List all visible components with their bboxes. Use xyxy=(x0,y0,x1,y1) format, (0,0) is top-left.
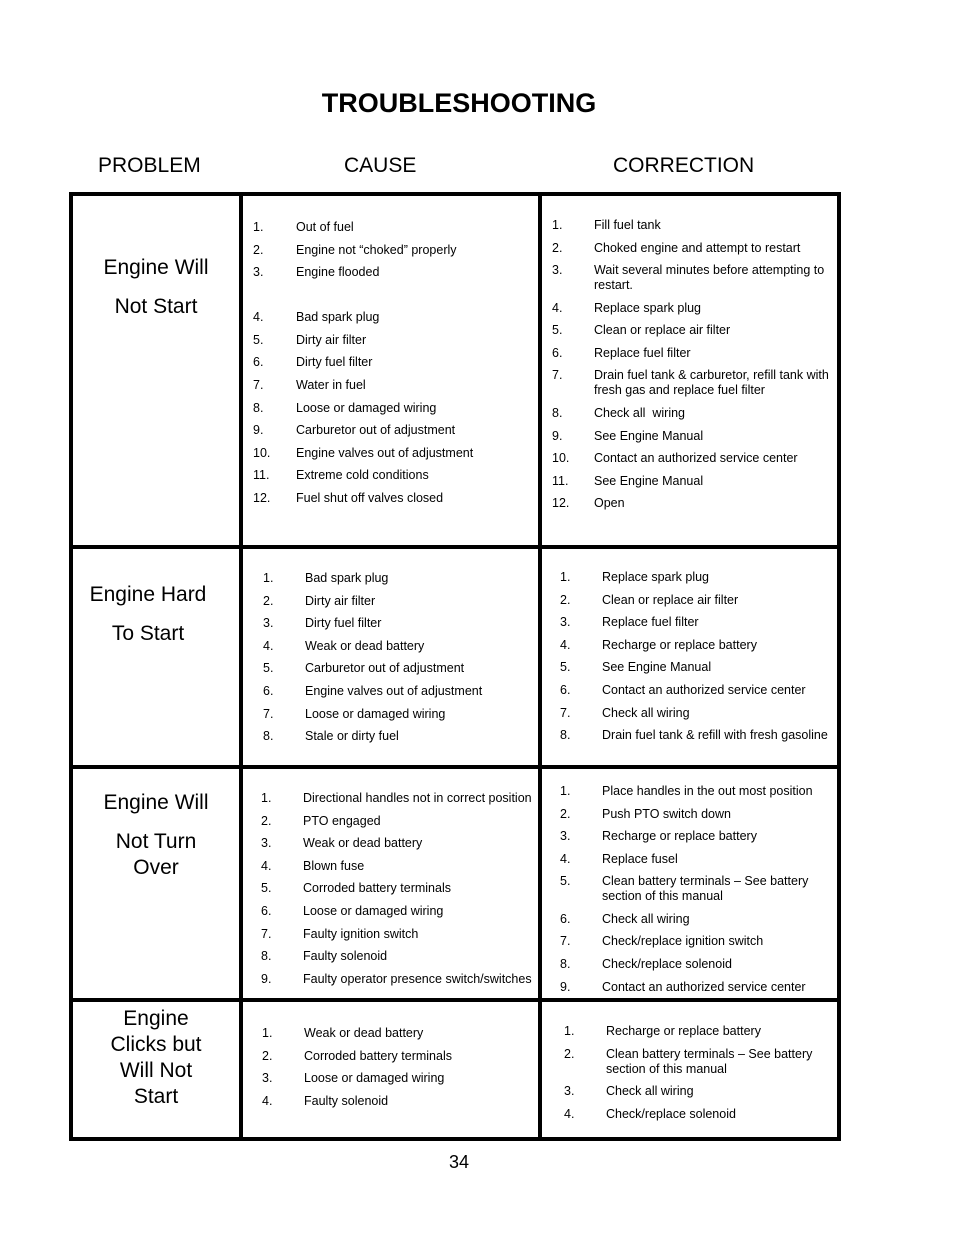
item-text: Corroded battery terminals xyxy=(304,1048,452,1063)
item-number: 5. xyxy=(560,660,571,675)
item-number: 5. xyxy=(263,661,274,676)
correction-list xyxy=(552,218,837,519)
list-item xyxy=(560,615,840,638)
problem-text: Not Turn xyxy=(115,830,197,853)
item-number: 1. xyxy=(560,784,571,798)
problem-text: Engine xyxy=(123,1007,189,1030)
item-number: 2. xyxy=(262,1048,273,1063)
item-number: 1. xyxy=(253,220,264,234)
item-number: 6. xyxy=(552,345,563,360)
item-number: 4. xyxy=(263,638,274,653)
problem-text: Not Start xyxy=(114,295,198,318)
item-text: Clean or replace air filter xyxy=(594,323,731,338)
page-title: TROUBLESHOOTING xyxy=(321,88,597,118)
list-item xyxy=(253,468,533,491)
item-number: 4. xyxy=(560,637,571,652)
item-text: Faulty solenoid xyxy=(304,1093,389,1108)
item-text: Choked engine and attempt to restart xyxy=(594,240,801,255)
item-text: Check all wiring xyxy=(602,911,690,926)
list-item xyxy=(261,881,537,904)
item-number: 2. xyxy=(564,1046,575,1061)
row-divider xyxy=(73,765,837,769)
item-text: Place handles in the out most position xyxy=(602,784,813,798)
item-number: 5. xyxy=(560,874,571,889)
list-item xyxy=(560,852,840,875)
list-item xyxy=(552,263,837,301)
problem-cell xyxy=(73,1006,239,1110)
list-item xyxy=(262,1049,532,1072)
item-number: 2. xyxy=(253,242,264,257)
list-item xyxy=(552,474,837,497)
list-item xyxy=(262,1071,532,1094)
list-item xyxy=(560,784,840,807)
item-text: Recharge or replace battery xyxy=(602,829,757,844)
cause-list xyxy=(253,220,533,514)
item-text: Dirty fuel filter xyxy=(305,616,382,631)
list-item xyxy=(261,904,537,927)
problem-cell xyxy=(73,248,239,326)
item-number: 7. xyxy=(560,705,571,720)
list-item xyxy=(560,957,840,980)
list-item xyxy=(560,934,840,957)
list-item xyxy=(261,859,537,882)
item-text: Dirty air filter xyxy=(296,332,367,347)
item-number: 9. xyxy=(253,423,264,438)
item-text: Loose or damaged wiring xyxy=(304,1071,445,1086)
column-divider xyxy=(239,196,243,1137)
item-number: 5. xyxy=(552,323,563,338)
item-number: 4. xyxy=(552,300,563,315)
item-number: 10. xyxy=(552,451,570,466)
item-text: Directional handles not in correct position xyxy=(303,791,532,805)
problem-cell xyxy=(73,575,223,653)
item-text: Contact an authorized service center xyxy=(602,682,806,697)
list-item xyxy=(560,706,840,729)
list-item xyxy=(263,616,533,639)
list-item xyxy=(560,912,840,935)
item-number: 4. xyxy=(564,1106,575,1121)
problem-text: Over xyxy=(133,856,179,879)
item-number: 7. xyxy=(560,934,571,949)
item-text: Drain fuel tank & refill with fresh gasoline xyxy=(602,728,828,743)
item-text: Replace fuel filter xyxy=(594,345,691,360)
item-text: Clean or replace air filter xyxy=(602,592,739,607)
item-number: 2. xyxy=(552,240,563,255)
item-text: See Engine Manual xyxy=(594,428,704,443)
item-number: 7. xyxy=(263,706,274,721)
cause-list xyxy=(261,791,537,994)
item-text: Stale or dirty fuel xyxy=(305,729,399,744)
item-number: 3. xyxy=(552,263,563,278)
item-number: 5. xyxy=(253,332,264,347)
item-text: Bad spark plug xyxy=(296,310,380,325)
item-text: Loose or damaged wiring xyxy=(305,706,446,721)
item-text: Engine valves out of adjustment xyxy=(305,683,483,698)
item-number: 1. xyxy=(261,791,272,805)
item-text: Blown fuse xyxy=(303,858,365,873)
list-item xyxy=(261,927,537,950)
cause-list xyxy=(262,1026,532,1116)
item-text: Bad spark plug xyxy=(305,571,389,585)
header-correction: CORRECTION xyxy=(613,154,755,177)
item-number: 7. xyxy=(261,926,272,941)
item-number: 8. xyxy=(560,957,571,972)
header-problem: PROBLEM xyxy=(98,154,201,177)
page-number: 34 xyxy=(448,1152,470,1172)
list-item xyxy=(263,594,533,617)
item-number: 7. xyxy=(253,377,264,392)
item-number: 3. xyxy=(263,616,274,631)
item-number: 6. xyxy=(263,683,274,698)
item-number: 3. xyxy=(253,265,264,280)
list-item xyxy=(552,429,837,452)
problem-text: Start xyxy=(133,1085,179,1108)
item-text: Wait several minutes before attempting to restart. xyxy=(594,263,825,293)
item-text: Replace spark plug xyxy=(602,570,710,584)
item-number: 8. xyxy=(552,405,563,420)
list-item xyxy=(262,1094,532,1117)
item-text: Check all wiring xyxy=(594,405,686,420)
item-number: 1. xyxy=(560,570,571,584)
item-text: Engine valves out of adjustment xyxy=(296,445,474,460)
list-item xyxy=(253,265,533,310)
troubleshooting-table xyxy=(69,192,841,1141)
list-item xyxy=(552,301,837,324)
list-item xyxy=(552,346,837,369)
item-number: 9. xyxy=(552,428,563,443)
item-number: 8. xyxy=(261,949,272,964)
list-item xyxy=(560,638,840,661)
list-item xyxy=(253,446,533,469)
item-text: Weak or dead battery xyxy=(303,836,423,851)
list-item xyxy=(263,707,533,730)
item-number: 4. xyxy=(560,851,571,866)
item-text: Loose or damaged wiring xyxy=(303,903,444,918)
item-text: Loose or damaged wiring xyxy=(296,400,437,415)
list-item xyxy=(253,401,533,424)
item-text: PTO engaged xyxy=(303,813,381,828)
item-text: Contact an authorized service center xyxy=(594,451,798,466)
item-number: 1. xyxy=(263,571,274,585)
list-item xyxy=(253,378,533,401)
item-number: 8. xyxy=(560,728,571,743)
list-item xyxy=(552,368,837,406)
item-text: Fuel shut off valves closed xyxy=(296,490,444,505)
correction-list xyxy=(560,784,840,1002)
item-text: Open xyxy=(594,496,625,511)
list-item xyxy=(564,1047,840,1085)
item-text: Dirty air filter xyxy=(305,593,376,608)
correction-list xyxy=(564,1024,840,1129)
list-item xyxy=(560,807,840,830)
item-number: 6. xyxy=(560,682,571,697)
list-item xyxy=(564,1024,840,1047)
item-text: See Engine Manual xyxy=(594,473,704,488)
item-text: Carburetor out of adjustment xyxy=(296,423,456,438)
item-number: 4. xyxy=(262,1093,273,1108)
list-item xyxy=(253,333,533,356)
item-text: Recharge or replace battery xyxy=(606,1024,761,1038)
list-item xyxy=(564,1107,840,1130)
list-item xyxy=(552,496,837,519)
column-divider xyxy=(538,196,542,1137)
item-text: Fill fuel tank xyxy=(594,218,661,232)
row-divider xyxy=(73,545,837,549)
item-text: Check/replace solenoid xyxy=(602,957,732,972)
item-number: 6. xyxy=(261,903,272,918)
list-item xyxy=(560,570,840,593)
list-item xyxy=(560,683,840,706)
list-item xyxy=(560,874,840,912)
item-number: 3. xyxy=(261,836,272,851)
item-text: Carburetor out of adjustment xyxy=(305,661,465,676)
item-text: Check all wiring xyxy=(602,705,690,720)
item-text: Check all wiring xyxy=(606,1084,694,1099)
problem-text: Will Not xyxy=(119,1059,193,1082)
item-text: Weak or dead battery xyxy=(304,1026,424,1040)
item-text: Drain fuel tank & carburetor, refill tank with fresh gas and replace fuel filter xyxy=(594,368,829,398)
list-item xyxy=(253,243,533,266)
item-number: 2. xyxy=(261,813,272,828)
item-text: Water in fuel xyxy=(296,377,366,392)
item-text: Recharge or replace battery xyxy=(602,637,757,652)
problem-cell xyxy=(73,790,239,881)
item-number: 1. xyxy=(262,1026,273,1040)
list-item xyxy=(263,684,533,707)
problem-text: Engine Will xyxy=(103,256,209,279)
item-number: 9. xyxy=(560,979,571,994)
item-text: Weak or dead battery xyxy=(305,638,425,653)
item-number: 11. xyxy=(552,473,569,488)
list-item xyxy=(552,406,837,429)
list-item xyxy=(261,814,537,837)
item-text: Replace spark plug xyxy=(594,300,702,315)
problem-text: To Start xyxy=(111,622,185,645)
item-text: Engine flooded xyxy=(296,265,380,280)
item-text: Push PTO switch down xyxy=(602,806,731,821)
list-item xyxy=(263,571,533,594)
list-item xyxy=(261,836,537,859)
cause-list xyxy=(263,571,533,752)
item-number: 2. xyxy=(560,806,571,821)
item-text: Replace fusel xyxy=(602,851,678,866)
list-item xyxy=(560,728,840,751)
item-text: Engine not “choked” properly xyxy=(296,242,457,257)
problem-text: Clicks but xyxy=(110,1033,202,1056)
list-item xyxy=(261,791,537,814)
item-text: Check/replace ignition switch xyxy=(602,934,764,949)
list-item xyxy=(253,355,533,378)
item-text: Replace fuel filter xyxy=(602,615,699,630)
item-number: 2. xyxy=(560,592,571,607)
item-text: Faulty solenoid xyxy=(303,949,388,964)
list-item xyxy=(253,310,533,333)
item-number: 3. xyxy=(560,615,571,630)
list-item xyxy=(253,423,533,446)
item-text: Check/replace solenoid xyxy=(606,1106,736,1121)
item-text: See Engine Manual xyxy=(602,660,712,675)
item-text: Corroded battery terminals xyxy=(303,881,451,896)
item-number: 8. xyxy=(263,729,274,744)
problem-text: Engine Hard xyxy=(89,583,207,606)
item-number: 8. xyxy=(253,400,264,415)
item-text: Faulty operator presence switch/switches xyxy=(303,971,532,986)
header-cause: CAUSE xyxy=(344,154,417,177)
item-number: 6. xyxy=(560,911,571,926)
item-number: 3. xyxy=(560,829,571,844)
list-item xyxy=(262,1026,532,1049)
item-number: 7. xyxy=(552,368,563,383)
item-number: 12. xyxy=(253,490,271,505)
list-item xyxy=(560,660,840,683)
list-item xyxy=(253,220,533,243)
item-number: 12. xyxy=(552,496,570,511)
list-item xyxy=(253,491,533,514)
item-text: Clean battery terminals – See battery section of this manual xyxy=(602,874,809,904)
item-text: Faulty ignition switch xyxy=(303,926,419,941)
item-number: 3. xyxy=(262,1071,273,1086)
list-item xyxy=(552,451,837,474)
item-number: 9. xyxy=(261,971,272,986)
item-text: Out of fuel xyxy=(296,220,354,234)
item-number: 6. xyxy=(253,355,264,370)
list-item xyxy=(263,729,533,752)
list-item xyxy=(552,323,837,346)
list-item xyxy=(263,639,533,662)
list-item xyxy=(552,241,837,264)
item-text: Dirty fuel filter xyxy=(296,355,373,370)
list-item xyxy=(552,218,837,241)
item-text: Clean battery terminals – See battery section of this manual xyxy=(606,1046,813,1076)
list-item xyxy=(560,593,840,616)
list-item xyxy=(261,949,537,972)
list-item xyxy=(261,972,537,995)
item-number: 10. xyxy=(253,445,271,460)
item-number: 4. xyxy=(261,858,272,873)
list-item xyxy=(564,1084,840,1107)
list-item xyxy=(560,829,840,852)
item-number: 2. xyxy=(263,593,274,608)
correction-list xyxy=(560,570,840,751)
problem-text: Engine Will xyxy=(103,791,209,814)
item-number: 3. xyxy=(564,1084,575,1099)
item-number: 11. xyxy=(253,468,270,483)
item-number: 4. xyxy=(253,310,264,325)
item-number: 1. xyxy=(564,1024,575,1038)
list-item xyxy=(560,980,840,1003)
item-number: 1. xyxy=(552,218,563,232)
list-item xyxy=(263,661,533,684)
item-number: 5. xyxy=(261,881,272,896)
item-text: Contact an authorized service center xyxy=(602,979,806,994)
item-text: Extreme cold conditions xyxy=(296,468,429,483)
